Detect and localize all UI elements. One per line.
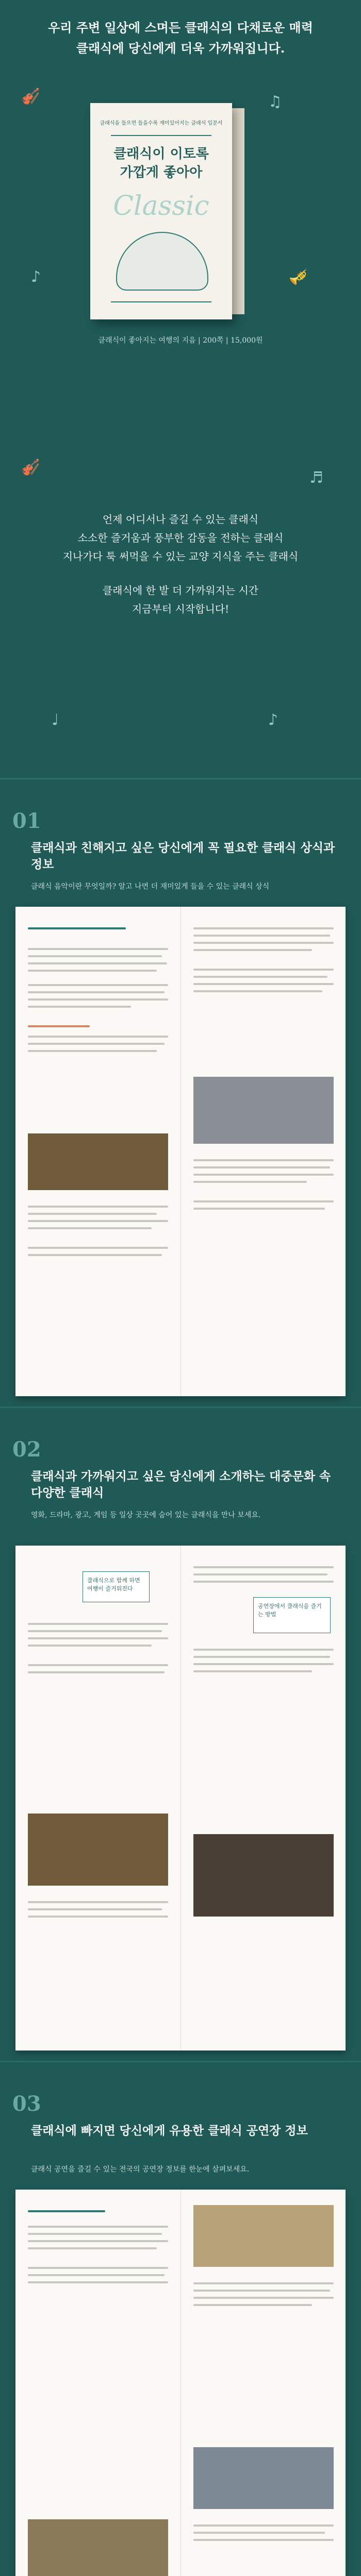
section-01 (0, 778, 361, 1406)
section-02 (0, 1406, 361, 2061)
harp-icon: ♫ (268, 93, 282, 111)
section-title: 클래식에 빠지면 당신에게 유용한 클래식 공연장 정보 (31, 2124, 308, 2138)
book-title-line-1: 클래식이 이토록 (113, 146, 209, 162)
book-cover (90, 103, 232, 319)
section-description: 영화, 드라마, 광고, 게임 등 일상 곳곳에 숨어 있는 클래식을 만나 보세요. (31, 1511, 261, 1519)
book-spread (15, 1546, 346, 2050)
page-right (180, 907, 346, 1396)
intro-section (0, 422, 361, 778)
section-description: 클래식 공연을 즐길 수 있는 전국의 공연장 정보를 한눈에 살펴보세요. (31, 2165, 250, 2174)
guitar-icon: ♪ (268, 711, 278, 729)
page-right (180, 2190, 346, 2576)
hall-interior-image (28, 2519, 168, 2576)
section-number: 01 (12, 809, 41, 833)
music-note-icon: ♪ (31, 268, 41, 286)
intro-line-3: 지나가다 툭 써먹을 수 있는 교양 지식을 주는 클래식 (62, 550, 299, 563)
book-spine (232, 108, 244, 314)
auditorium-image (193, 2205, 334, 2267)
book-deco-word: Classic (113, 191, 209, 222)
section-description: 클래식 음악이란 무엇일까? 알고 나면 더 재미있게 들을 수 있는 클래식 상식 (31, 883, 270, 891)
page-right (180, 1546, 346, 2050)
performance-image (28, 1814, 168, 1886)
page-left (15, 1546, 180, 2050)
section-number: 03 (12, 2092, 41, 2116)
intro-line-2: 소소한 즐거움과 풍부한 감동을 전하는 클래식 (77, 532, 284, 544)
section-separator (0, 778, 361, 779)
page-left (15, 2190, 180, 2576)
violin-icon: 🎻 (21, 88, 40, 106)
section-number: 02 (12, 1437, 41, 1462)
section-title: 클래식과 가까워지고 싶은 당신에게 소개하는 대중문화 속 다양한 클래식 (31, 1469, 331, 1500)
page-left (15, 907, 180, 1396)
stage-image (193, 1834, 334, 1917)
section-title: 클래식과 친해지고 싶은 당신에게 꼭 필요한 클래식 상식과 정보 (31, 841, 335, 871)
concert-hall-image (193, 1077, 334, 1144)
section-separator (0, 1406, 361, 1408)
section-separator (0, 2061, 361, 2062)
book-title-line-2: 가깝게 좋아아 (120, 165, 203, 180)
divider (111, 301, 211, 302)
intro-line-5: 지금부터 시작합니다! (132, 603, 229, 615)
hero-headline-line-1: 우리 주변 일상에 스며든 클래식의 다채로운 매력 (48, 20, 313, 35)
trumpet-icon: 🎺 (289, 268, 308, 286)
book-spread (15, 2190, 346, 2576)
intro-line-1: 언제 어디서나 즐길 수 있는 클래식 (102, 513, 259, 526)
flute-icon: ♩ (52, 711, 59, 729)
hero-headline (0, 18, 361, 59)
intro-line-4: 클래식에 한 발 더 가까워지는 시간 (102, 584, 259, 597)
piano-illustration (116, 232, 208, 291)
publisher-info: 클래식이 좋아지는 여행의 지음 | 200쪽 | 15,000원 (98, 336, 263, 345)
callout-box: 클래식으로 함께 하면 여행이 즐거워진다 (83, 1571, 150, 1602)
intro-text (0, 510, 361, 618)
violin-icon: 🎻 (21, 459, 40, 477)
book-spread (15, 907, 346, 1396)
portraits-image (28, 1133, 168, 1190)
hero-headline-line-2: 클래식에 당신에게 더욱 가까워집니다. (76, 41, 285, 56)
book-tagline: 클래식을 들으면 들을수록 재미있어지는 클래식 입문서 (100, 121, 223, 126)
section-03 (0, 2061, 361, 2576)
callout-box: 공연장에서 클래식을 즐기는 방법 (253, 1597, 331, 1633)
hero-section (0, 0, 361, 422)
building-image (193, 2447, 334, 2509)
music-note-icon: ♬ (309, 469, 323, 487)
divider (111, 135, 211, 136)
